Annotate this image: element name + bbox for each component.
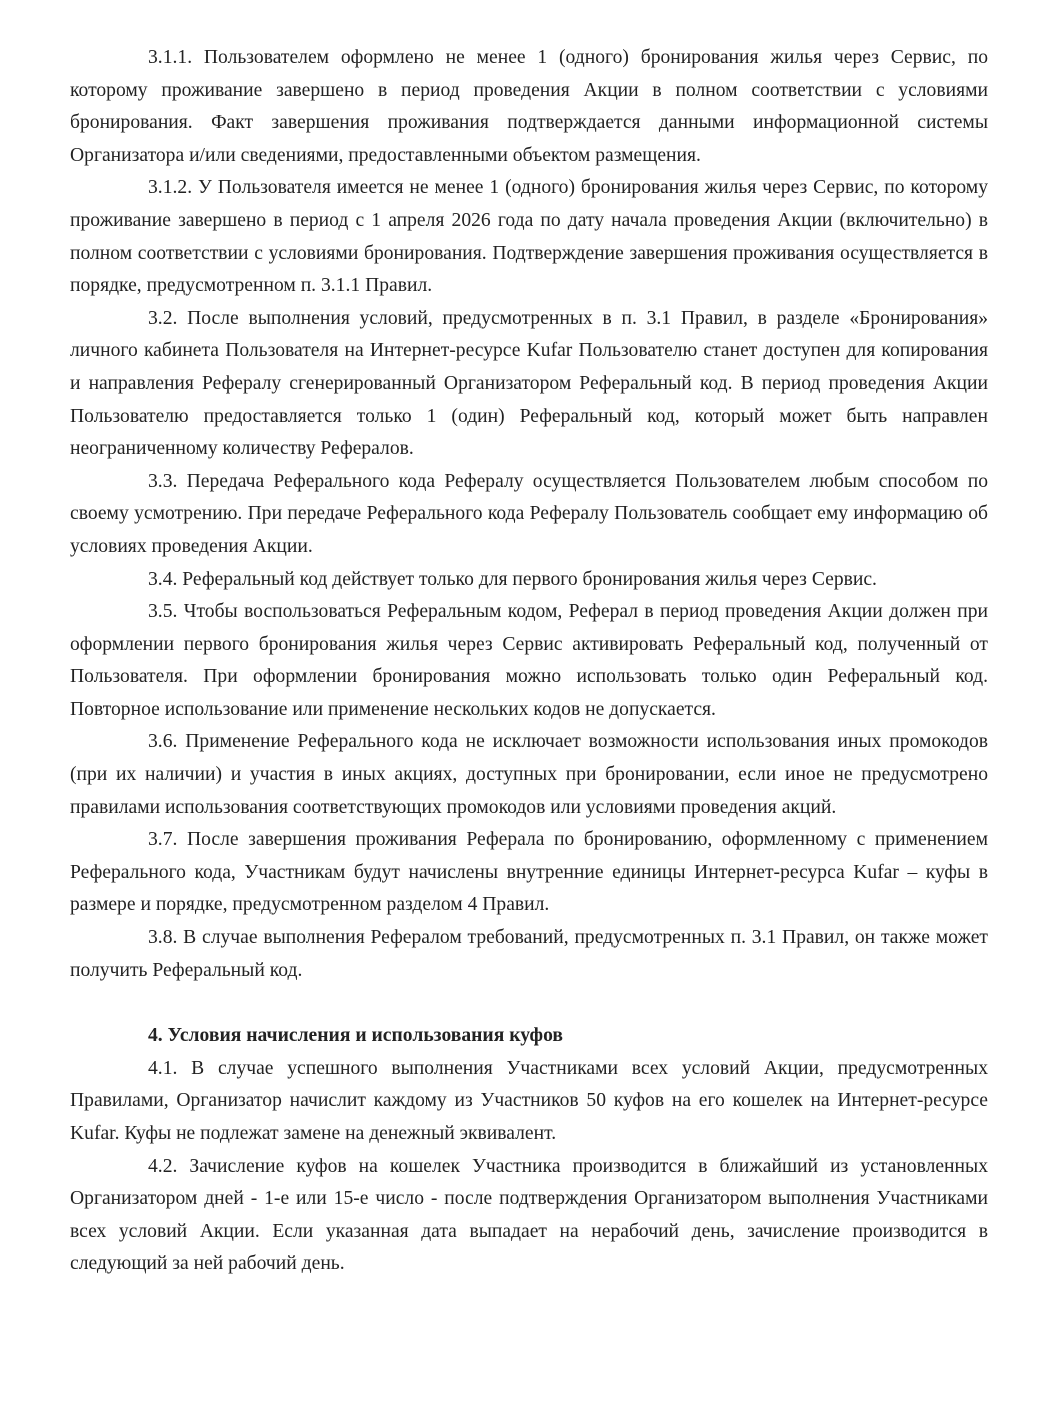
paragraph-3-5: 3.5. Чтобы воспользоваться Реферальным кодом, Реферал в период проведения Акции должен при оформлении первого бронирования жилья через Сервис активировать Реферальный код, полученный от Пользователя. При оформлении бронирования можно использовать только один Реферальный код. Повторное использование или применение нескольких кодов не допускается. xyxy=(70,601,988,720)
paragraph-4-1: 4.1. В случае успешного выполнения Участниками всех условий Акции, предусмотренных Правилами, Организатор начислит каждому из Участников 50 куфов на его кошелек на Интернет-ресурсе Kufar. Куфы не подлежат замене на денежный эквивалент. xyxy=(70,1057,988,1144)
paragraph-3-4: 3.4. Реферальный код действует только для первого бронирования жилья через Сервис. xyxy=(148,568,877,590)
paragraph-3-8: 3.8. В случае выполнения Рефералом требований, предусмотренных п. 3.1 Правил, он также может получить Реферальный код. xyxy=(70,927,988,981)
paragraph-3-1-1: 3.1.1. Пользователем оформлено не менее 1 (одного) бронирования жилья через Сервис, по которому проживание завершено в период проведения Акции в полном соответствии с условиями бронирования. Факт завершения проживания подтверждается данными информационной системы Организатора и/или сведениями, предоставленными объектом размещения. xyxy=(70,47,988,166)
paragraph-3-6: 3.6. Применение Реферального кода не исключает возможности использования иных промокодов (при их наличии) и участия в иных акциях, доступных при бронировании, если иное не предусмотрено правилами использования соответствующих промокодов или условиями проведения акций. xyxy=(70,731,988,818)
paragraph-3-3: 3.3. Передача Реферального кода Рефералу осуществляется Пользователем любым способом по своему усмотрению. При передаче Реферального кода Рефералу Пользователь сообщает ему информацию об условиях проведения Акции. xyxy=(70,470,988,557)
document-page xyxy=(70,42,988,1281)
paragraph-3-1-2: 3.1.2. У Пользователя имеется не менее 1 (одного) бронирования жилья через Сервис, по которому проживание завершено в период с 1 апреля 2026 года по дату начала проведения Акции (включительно) в полном соответствии с условиями бронирования. Подтверждение завершения проживания осуществляется в порядке, предусмотренном п. 3.1.1 Правил. xyxy=(70,177,988,297)
paragraph-3-2: 3.2. После выполнения условий, предусмотренных в п. 3.1 Правил, в разделе «Бронирования» личного кабинета Пользователя на Интернет-ресурсе Kufar Пользователю станет доступен для копирования и направления Рефералу сгенерированный Организатором Реферальный код. В период проведения Акции Пользователю предоставляется только 1 (один) Реферальный код, который может быть направлен неограниченному количеству Рефералов. xyxy=(70,307,988,460)
section-spacer xyxy=(70,987,988,1020)
paragraph-4-2: 4.2. Зачисление куфов на кошелек Участника производится в ближайший из установленных Организатором дней - 1-е или 15-е число - после подтверждения Организатором выполнения Участниками всех условий Акции. Если указанная дата выпадает на нерабочий день, зачисление производится в следующий за ней рабочий день. xyxy=(70,1155,988,1275)
paragraph-3-7: 3.7. После завершения проживания Реферала по бронированию, оформленному с применением Реферального кода, Участникам будут начислены внутренние единицы Интернет-ресурса Kufar – куфы в размере и порядке, предусмотренном разделом 4 Правил. xyxy=(70,829,988,916)
section-4-heading: 4. Условия начисления и использования куфов xyxy=(148,1025,563,1047)
